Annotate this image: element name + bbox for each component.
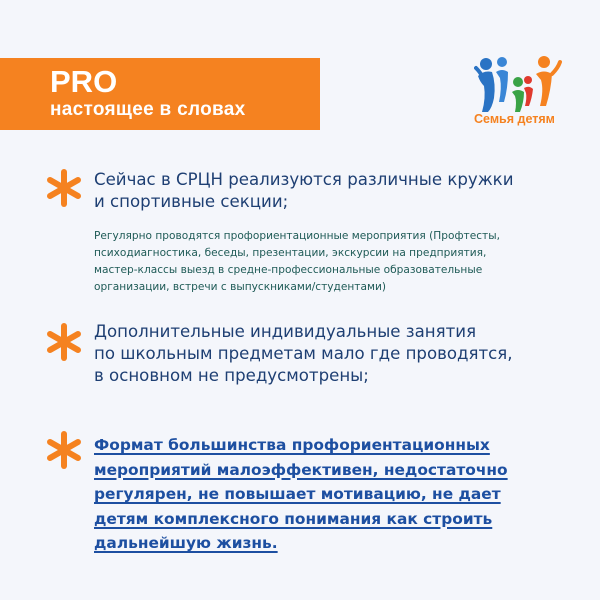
item-1-detail-line-3: мастер-классы выезд в средне-профессиональные образовательные	[94, 264, 483, 276]
asterisk-icon	[44, 430, 84, 470]
header-banner	[0, 58, 320, 130]
item-3-line-4[interactable]: детям комплексного понимания как строить	[94, 509, 493, 528]
item-3-line-3[interactable]: регулярен, не повышает мотивацию, не дает	[94, 485, 501, 503]
item-2-text	[94, 321, 564, 387]
family-logo-icon	[474, 54, 564, 114]
item-3-line-2[interactable]: мероприятий малоэффективен, недостаточно	[94, 460, 508, 479]
logo-text: Семья детям	[474, 112, 555, 126]
asterisk-icon	[44, 168, 84, 208]
item-1-line-2: и спортивные секции;	[94, 192, 289, 211]
item-2-line-2: по школьным предметам мало где проводятся,	[94, 344, 513, 363]
item-1-detail-line-4: организации, встречи с выпускниками/студентами)	[94, 281, 386, 293]
item-3-line-5[interactable]: дальнейшую жизнь.	[94, 534, 278, 552]
item-1-detail-line-1: Регулярно проводятся профориентационные мероприятия (Профтесты,	[94, 230, 500, 242]
item-1-detail	[94, 228, 564, 296]
logo	[474, 54, 564, 134]
item-2-line-3: в основном не предусмотрены;	[94, 366, 369, 385]
item-3-link[interactable]	[94, 433, 564, 556]
item-2-line-1: Дополнительные индивидуальные занятия	[94, 322, 477, 341]
item-1-text	[94, 169, 564, 213]
item-1-detail-line-2: психодиагностика, беседы, презентации, экскурсии на предприятия,	[94, 247, 487, 259]
page-title: PRO	[50, 64, 118, 99]
item-3-line-1[interactable]: Формат большинства профориентационных	[94, 436, 490, 454]
page-subtitle: настоящее в словах	[50, 99, 246, 120]
item-1-line-1: Сейчас в СРЦН реализуются различные кружки	[94, 170, 514, 189]
asterisk-icon	[44, 322, 84, 362]
